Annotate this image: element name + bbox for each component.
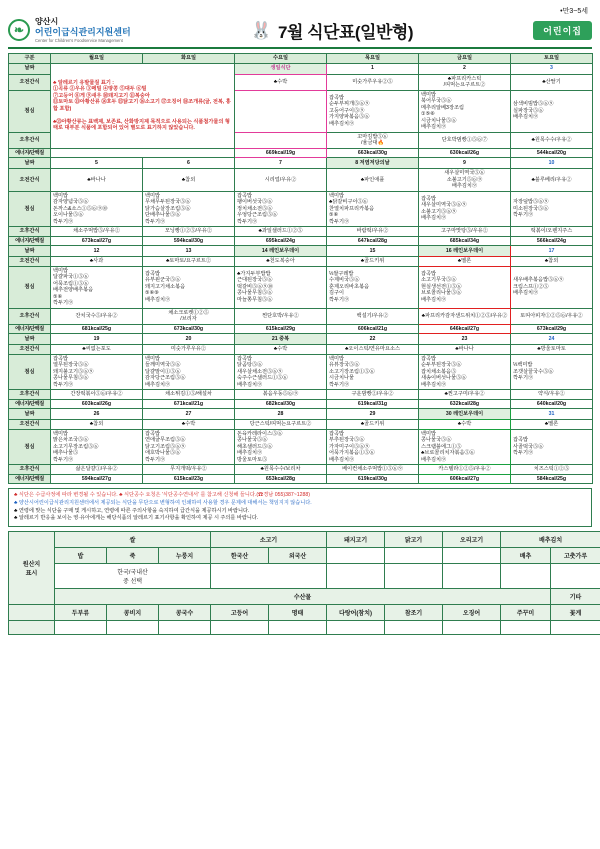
morning_snack-cell: ♣산딸기: [511, 74, 593, 90]
morning_snack-cell: 시리얼/우유②: [235, 169, 327, 192]
lunch-cell: 백미밥 북어무국⑤⑥ 메추리알베3장조림 ①⑤⑥ 시금치나물⑤⑥ 배추김치⑨: [419, 90, 511, 132]
column-header-5: 금요일: [419, 54, 511, 64]
morning_snack-cell: ♣수박: [143, 420, 235, 430]
kcal-cell: 673kcal/29g: [511, 324, 593, 334]
origin-row-label: 원산지 표시: [9, 532, 55, 605]
lunch-cell: 백미밥 무채무두된장국⑤⑥ 닭가슴살장조림⑤⑥ 단배추나물⑤⑥ 깍두기⑨: [143, 191, 235, 227]
morning_snack-cell: ♣오이스틱/연유마요소스: [327, 345, 419, 355]
lunch-cell: 삼색비빔밥⑤⑥⑨ 실파장국⑤⑥ 배추김치⑨: [511, 90, 593, 132]
kcal-cell: 646kcal/27g: [419, 324, 511, 334]
origin-head-etc: 기타: [551, 589, 600, 605]
column-header-6: 토요일: [511, 54, 593, 64]
origin-col-juk: 죽: [107, 548, 159, 564]
date-cell: 8 저염저당의날: [327, 158, 419, 169]
date-cell: 16 레인보우데이: [419, 246, 511, 257]
morning_snack-cell: ♣사과: [51, 257, 143, 267]
origin-table: [8, 531, 600, 635]
lunch-cell: 잡곡밥 순두부찌개⑤⑥⑨ 고등어구이⑤⑨ 가지양파볶음⑤⑥ 배추김치⑨: [327, 90, 419, 132]
date-cell: 15: [327, 246, 419, 257]
origin-head-rice: 쌀: [55, 532, 211, 548]
afternoon_snack-cell: 삶은달걀①/우유②: [51, 465, 143, 475]
morning_snack-cell: ♣블루베리/우유②: [511, 169, 593, 192]
leaf-circle-icon: ❧: [8, 19, 30, 41]
date-cell: 21 중복: [235, 334, 327, 345]
afternoon_snack-cell: 꼬마김밥⑤⑥ /율금대🔥: [327, 132, 419, 148]
column-header-2: 화요일: [143, 54, 235, 64]
kcal-cell: 606kcal/27g: [419, 474, 511, 484]
afternoon_snack-cell: ♣찐고구미/우유②: [419, 390, 511, 400]
morning_snack-cell: ♣골드키위: [327, 420, 419, 430]
origin-sfv-5: [327, 621, 385, 635]
row-label-energy: 에너지/단백질: [9, 474, 51, 484]
column-header-0: 구분: [9, 54, 51, 64]
kcal-cell: [51, 148, 235, 158]
lunch-cell: 백미밥 ♣닭갈비구이⑤⑥ 찬열치파프리카볶음 ⑤⑥ 깍두기⑨: [327, 191, 419, 227]
afternoon_snack-cell: 또띠아피자①②⑤⑥/우유②: [511, 308, 593, 324]
kcal-cell: 594kcal/27g: [51, 474, 143, 484]
origin-val-pork: [327, 548, 385, 564]
origin-sf-2: 콩국수: [159, 605, 211, 621]
date-cell: 27: [143, 409, 235, 420]
morning_snack-cell: ♣참외: [511, 257, 593, 267]
kcal-cell: 695kcal/24g: [235, 236, 327, 246]
lunch-cell: 잡곡밥 부추된장국⑤⑥ 가자미구이⑤⑥⑨ 어묵가지볶음①⑤⑥ 배추김치⑨: [327, 429, 419, 465]
origin-val-duck: [443, 548, 501, 564]
kcal-cell: 640kcal/20g: [511, 399, 593, 409]
row-label-energy: 에너지/단백질: [9, 236, 51, 246]
afternoon_snack-cell: 떡볶이/오렌지주스: [511, 227, 593, 237]
row-label-energy: 에너지/단백질: [9, 148, 51, 158]
afternoon_snack-cell: 베이컨채소주먹밥①⑤⑥⑨: [327, 465, 419, 475]
afternoon_snack-cell: 채소크로켓①②⑤ /브리자: [143, 308, 235, 324]
morning_snack-cell: ♣바나나: [419, 345, 511, 355]
morning_snack-cell: ♣수박: [235, 74, 327, 90]
date-cell: 7: [235, 158, 327, 169]
row-label-lunch: 점심: [9, 266, 51, 308]
page-title: 7월 식단표(일반형): [278, 23, 413, 42]
footer-notes: [8, 488, 592, 527]
origin-row-label-3: [9, 621, 55, 635]
date-cell: 12: [51, 246, 143, 257]
morning_snack-cell: ♣천도복숭아: [235, 257, 327, 267]
kcal-cell: 584kcal/25g: [511, 474, 593, 484]
brand: [8, 18, 131, 42]
kcal-cell: 653kcal/28g: [235, 474, 327, 484]
lunch-cell: 백미밥 달걀파국①⑤⑥ 어묵조림①⑤⑥ 배추전양배추볶음 ⑤⑥ 깍두기⑨: [51, 266, 143, 308]
date-cell: 19: [51, 334, 143, 345]
afternoon_snack-cell: 바람떡/우유②: [327, 227, 419, 237]
afternoon_snack-cell: 채소튀김①⑤/해설차: [143, 390, 235, 400]
afternoon_snack-cell: ♣과일샐러드①②⑤: [235, 227, 327, 237]
row-label-date: 날짜: [9, 246, 51, 257]
kcal-cell: 663kcal/30g: [327, 148, 419, 158]
origin-head-beef: 소고기: [211, 532, 327, 548]
kcal-cell: 603kcal/26g: [51, 399, 143, 409]
lunch-cell: [235, 90, 327, 132]
kcal-cell: 630kcal/26g: [419, 148, 511, 158]
morning_snack-cell: ♣바나나: [51, 169, 143, 192]
afternoon_snack-cell: ♣원목수수/보리차: [235, 465, 327, 475]
date-cell: 9: [419, 158, 511, 169]
origin-sf-9: 꽃게: [551, 605, 600, 621]
kcal-cell: 682kcal/30g: [235, 399, 327, 409]
morning_snack-cell: ♣참외: [143, 169, 235, 192]
date-cell: 5: [51, 158, 143, 169]
kcal-cell: 685kcal/34g: [419, 236, 511, 246]
allergy-legend: ♣ 알레르기 유발물질 표기 : ①곡류 ②우유 ③메밀 ④땅콩 ⑤대두 ⑥밀 ⑦고등어 ⑧게 ⑨새우 ⑩돼지고기 ⑪복숭아 ⑫토마토 ⑬아황산류 ⑭호두 ⑮닭고기 ⑯소고기 ⑰오징어 ⑱조개류(굴, 전복, 홍합 포함) ♣⑬아황산류는 표백제, 보존료, 산화방지제 목적으로 사용되는 식품첨가물의 형태로 대부분 식품에 포함되어 있어 별도로 표기하지 않았습니다.: [51, 63, 235, 148]
origin-val-chicken: [385, 548, 443, 564]
origin-head-seafood: 수산물: [55, 589, 551, 605]
lunch-cell: 잡곡밥 닭곰탕⑤⑥ 새우살채소전⑤⑥⑨ 숙주수근샐러드①⑤⑥ 배추김치⑨: [235, 354, 327, 390]
lunch-cell: 백미밥 감자양념국⑤⑥ 돈까스&소스①⑤⑥⑨⑩ 오이나물⑤⑥ 깍두기⑨: [51, 191, 143, 227]
date-cell: 14 레인보우데이: [235, 246, 327, 257]
row-label-date: 날짜: [9, 409, 51, 420]
lunch-cell: 잡곡밥 연애굴무조림⑤⑥ 닭고기조림⑤⑥⑨ 애호박나물⑤⑥ 깍두기⑨: [143, 429, 235, 465]
origin-col-baechu: 배추: [501, 548, 551, 564]
origin-head-pork: 돼지고기: [327, 532, 385, 548]
org-name: 어린이급식관리지원센터: [35, 27, 131, 38]
kcal-cell: 544kcal/20g: [511, 148, 593, 158]
footer-note-1: ♣ 양산시어린이급식관리지원센터에서 제공되는 식단을 무단으로 변형하여 인쇄하여 사용할 경우 문제에 대해서는 책임지지 않습니다.: [14, 499, 312, 506]
origin-sfv-2: [159, 621, 211, 635]
date-cell: 10: [511, 158, 593, 169]
date-cell: 3: [511, 63, 593, 74]
morning_snack-cell: 미숫가루우유②: [143, 345, 235, 355]
origin-col-beef-im: 외국산: [269, 548, 327, 564]
footer-note-3: ♣ 알레르기 반응을 보이는 영·유아에게는 해당식품의 알레르기 표기사항을 확인하여 제공 시 주의를 바랍니다.: [14, 515, 259, 522]
afternoon_snack-cell: 간장떡볶이⑤⑥/우유②: [51, 390, 143, 400]
origin-col-nurungji: 누룽지: [159, 548, 211, 564]
origin-sf-3: 고등어: [211, 605, 269, 621]
row-label-lunch: 점심: [9, 90, 51, 132]
afternoon_snack-cell: 채소주먹밥⑤/우유②: [51, 227, 143, 237]
origin-sf-5: 다랑어(참치): [327, 605, 385, 621]
lunch-cell: 잡곡밥 열무된장국⑤⑥ 돼지불고기⑤⑥⑨ 콩나물무침⑤⑥ 깍두기⑨: [51, 354, 143, 390]
kcal-cell: 632kcal/28g: [419, 399, 511, 409]
afternoon_snack-cell: 구운밤빵②/우유②: [327, 390, 419, 400]
afternoon_snack-cell: 볶음우동⑤⑥⑨: [235, 390, 327, 400]
org-name-en: Center for Children's Foodservice Management: [35, 37, 123, 43]
afternoon_snack-cell: [235, 132, 327, 148]
footer-note-2: ♣ 연령에 맞는 식단을 구매 및 게시하고, 연령에 따른 주의사항을 숙지하여 급간식을 제공하시기 바랍니다.: [14, 507, 250, 514]
row-label-morning_snack: 오전간식: [9, 74, 51, 90]
morning_snack-cell: ♣수박: [419, 420, 511, 430]
morning_snack-cell: ♣토마토/요구르트②: [143, 257, 235, 267]
afternoon_snack-cell: 무지개떡/우유②: [143, 465, 235, 475]
origin-head-kimchi: 배추김치: [501, 532, 600, 548]
origin-sfv-3: [211, 621, 269, 635]
origin-sf-0: 두부류: [55, 605, 107, 621]
kcal-cell: 615kcal/23g: [143, 474, 235, 484]
row-label-afternoon_snack: 오후간식: [9, 132, 51, 148]
kcal-cell: 671kcal/21g: [143, 399, 235, 409]
row-label-date: 날짜: [9, 63, 51, 74]
date-cell: 20: [143, 334, 235, 345]
origin-col-bap: 밥: [55, 548, 107, 564]
lunch-cell: 잡곡밥 새우살미역국⑤⑥⑨ 소불고기⑤⑥⑨ 배추김치⑨: [419, 191, 511, 227]
kcal-cell: 615kcal/29g: [235, 324, 327, 334]
kcal-cell: 669kcal/19g: [235, 148, 327, 158]
afternoon_snack-cell: 카스텔라①②⑤/우유②: [419, 465, 511, 475]
date-cell: 31: [511, 409, 593, 420]
date-cell: 6: [143, 158, 235, 169]
origin-col-beef-kr: 한국산: [211, 548, 269, 564]
origin-sfv-9: [551, 621, 600, 635]
date-cell: 26: [51, 409, 143, 420]
afternoon_snack-cell: 치즈스틱①②⑤: [511, 465, 593, 475]
lunch-cell: 잡곡밥 소고기무국⑤⑥ 현실생선전①⑤⑥ 브로콜리나물⑤⑥ 배추김치⑨: [419, 266, 511, 308]
kcal-cell: 606kcal/21g: [327, 324, 419, 334]
lunch-cell: 잡곡밥 순두부된장국⑤⑥ 잡치채소볶음⑤ 새송이버섯나물⑤⑥ 배추김치⑨: [419, 354, 511, 390]
origin-sfv-0: [55, 621, 107, 635]
row-label-afternoon_snack: 오후간식: [9, 227, 51, 237]
lunch-cell: 돈육카레라이스⑤⑥ 콩나물국⑤⑥ 해초샐러드⑤⑥ 배추김치⑨ 방울토마토⑤: [235, 429, 327, 465]
origin-val-pork-2: [327, 564, 385, 589]
date-cell: 23: [419, 334, 511, 345]
origin-head-duck: 오리고기: [443, 532, 501, 548]
afternoon_snack-cell: 고구마맛탕⑤/우유②: [419, 227, 511, 237]
date-cell: 생일식단: [235, 63, 327, 74]
column-header-3: 수요일: [235, 54, 327, 64]
lunch-cell: 잡곡밥 유부왼군국⑤⑥ 돼지고기채소볶음 ⑤⑥⑨ 배추김치⑨: [143, 266, 235, 308]
lunch-cell: 잡곡밥 사골떡국⑤⑥ 깍두기⑨: [511, 429, 593, 465]
morning_snack-cell: ♣수박: [235, 345, 327, 355]
row-label-afternoon_snack: 오후간식: [9, 308, 51, 324]
date-cell: 22: [327, 334, 419, 345]
age-note: •만3~5세: [560, 8, 588, 15]
date-cell: 28: [235, 409, 327, 420]
origin-sfv-7: [443, 621, 501, 635]
bunny-icon: 🐰: [250, 20, 273, 40]
row-label-morning_snack: 오전간식: [9, 420, 51, 430]
row-label-energy: 에너지/단백질: [9, 324, 51, 334]
morning_snack-cell: ♣멜론: [511, 420, 593, 430]
kcal-cell: 619kcal/31g: [327, 399, 419, 409]
kcal-cell: 673kcal/30g: [143, 324, 235, 334]
afternoon_snack-cell: 잔치국수⑤/우유②: [51, 308, 143, 324]
origin-sfv-1: [107, 621, 159, 635]
lunch-cell: ♣가지두부밥밥 근대된장국⑤⑥ 떡갈비⑤⑥⑨⑩ 콩나물무침⑤⑥ 마늘쫑무침⑤⑥: [235, 266, 327, 308]
lunch-cell: 자장덮밥⑤⑥⑨ 미소된장국⑤⑥ 깍두기⑨: [511, 191, 593, 227]
date-cell: 1: [327, 63, 419, 74]
date-cell: 13: [143, 246, 235, 257]
date-cell: 24: [511, 334, 593, 345]
morning_snack-cell: ♣멜론: [419, 257, 511, 267]
origin-val-duck-2: [443, 564, 501, 589]
row-label-date: 날짜: [9, 158, 51, 169]
kcal-cell: 594kcal/30g: [143, 236, 235, 246]
afternoon_snack-cell: 모닝빵①②⑤/우유②: [143, 227, 235, 237]
menu-table: [8, 53, 593, 484]
lunch-cell: 새우배추볶음밥⑤⑥⑨ 크림스프①②⑤ 배추김치⑨: [511, 266, 593, 308]
morning_snack-cell: 새우살미역국⑤⑥ 소불고기⑤⑥⑨ 배추김치⑨: [419, 169, 511, 192]
column-header-4: 목요일: [327, 54, 419, 64]
kcal-cell: 566kcal/24g: [511, 236, 593, 246]
facility-badge: 어린이집: [533, 21, 592, 40]
row-label-morning_snack: 오전간식: [9, 345, 51, 355]
row-label-morning_snack: 오전간식: [9, 169, 51, 192]
kcal-cell: 619kcal/30g: [327, 474, 419, 484]
lunch-cell: 백미밥 들깨미역국⑤⑥ 달걀말이①⑤⑥ 감자당근조림⑤⑥ 배추김치⑨: [143, 354, 235, 390]
row-label-energy: 에너지/단백질: [9, 399, 51, 409]
kcal-cell: 673kcal/27g: [51, 236, 143, 246]
row-label-afternoon_snack: 오후간식: [9, 465, 51, 475]
afternoon_snack-cell: ♣파프리카감자샌드위치①②⑤/우유②: [419, 308, 511, 324]
row-label-lunch: 점심: [9, 191, 51, 227]
lunch-cell: 백미밥 콩나물국⑤⑥ 스크램블에그①⑤ ♣브로콜리치자볶음⑤⑥ 배추김치⑨: [419, 429, 511, 465]
date-cell: 17: [511, 246, 593, 257]
row-label-lunch: 점심: [9, 429, 51, 465]
origin-sfv-8: [501, 621, 551, 635]
title-block: [251, 18, 413, 43]
morning_snack-cell: ♣골드키위: [327, 257, 419, 267]
origin-sf-1: 콩비지: [107, 605, 159, 621]
lunch-cell: ⅓백미밥 조갯살꿀국수⑤⑥ 깍두기⑨: [511, 354, 593, 390]
kcal-cell: 681kcal/25g: [51, 324, 143, 334]
origin-sf-4: 명태: [269, 605, 327, 621]
origin-val-gochugaru: [551, 564, 600, 589]
org-city: 양산시: [35, 17, 59, 27]
lunch-cell: 잡곡밥 팽이버섯국⑤⑥ 정치채소전⑤⑥ 우엉당근조림⑤⑥ 깍두기⑨: [235, 191, 327, 227]
morning_snack-cell: ♣참외: [51, 420, 143, 430]
morning_snack-cell: ♣씨없는포도: [51, 345, 143, 355]
row-label-morning_snack: 오전간식: [9, 257, 51, 267]
row-label-afternoon_snack: 오후간식: [9, 390, 51, 400]
origin-val-rice: 한국/국내산 중 선택: [55, 564, 211, 589]
origin-val-chicken-2: [385, 564, 443, 589]
afternoon_snack-cell: 단호박범빵①⑤⑥⑦: [419, 132, 511, 148]
origin-val-baechu: [501, 564, 551, 589]
origin-val-beef: [211, 564, 327, 589]
lunch-cell: ⅓쌀구레밥 수제비국⑤⑥ 훈제오리바초볶음 김구이 깍두기⑨: [327, 266, 419, 308]
origin-sfv-4: [269, 621, 327, 635]
row-label-lunch: 점심: [9, 354, 51, 390]
morning_snack-cell: ♣파인애플: [327, 169, 419, 192]
morning_snack-cell: ♣방울토마토: [511, 345, 593, 355]
origin-row-label-2: [9, 605, 55, 621]
page-header: [8, 18, 592, 49]
morning_snack-cell: 당근스틱/띠먹는요구르트②: [235, 420, 327, 430]
origin-sf-7: 오징어: [443, 605, 501, 621]
date-cell: 29: [327, 409, 419, 420]
date-cell: 2: [419, 63, 511, 74]
footer-note-0: ♣ 식단은 수급사정에 따라 변경될 수 있습니다. ♣ 식단공수 요청은 '식단공수연내서' 를 참고해 신청해 들니다.(☎경남 055)387~1288): [14, 492, 311, 498]
origin-head-chicken: 닭고기: [385, 532, 443, 548]
lunch-cell: 백미밥 맑은차조국⑤⑥ 소고기무장조림⑤⑥ 배추나물⑤ 깍두기⑨: [51, 429, 143, 465]
afternoon_snack-cell: ♣원목수수/우유②: [511, 132, 593, 148]
origin-sf-6: 참조기: [385, 605, 443, 621]
row-label-date: 날짜: [9, 334, 51, 345]
origin-sf-8: 주꾸미: [501, 605, 551, 621]
afternoon_snack-cell: 약식/우유②: [511, 390, 593, 400]
morning_snack-cell: ♣파프리카스틱 /띠먹는요구르트②: [419, 74, 511, 90]
column-header-1: 월요일: [51, 54, 143, 64]
origin-sfv-6: [385, 621, 443, 635]
origin-col-gochugaru: 고춧가루: [551, 548, 600, 564]
kcal-cell: 647kcal/28g: [327, 236, 419, 246]
morning_snack-cell: 미숫가루우유②⑤: [327, 74, 419, 90]
date-cell: 30 레인보우데이: [419, 409, 511, 420]
afternoon_snack-cell: 찐단호박/우유②: [235, 308, 327, 324]
afternoon_snack-cell: 백설기/우유②: [327, 308, 419, 324]
lunch-cell: 백미밥 유뷰장국⑤⑥ 소고기장조림①⑤⑥ 시금치나물 깍두기⑨: [327, 354, 419, 390]
